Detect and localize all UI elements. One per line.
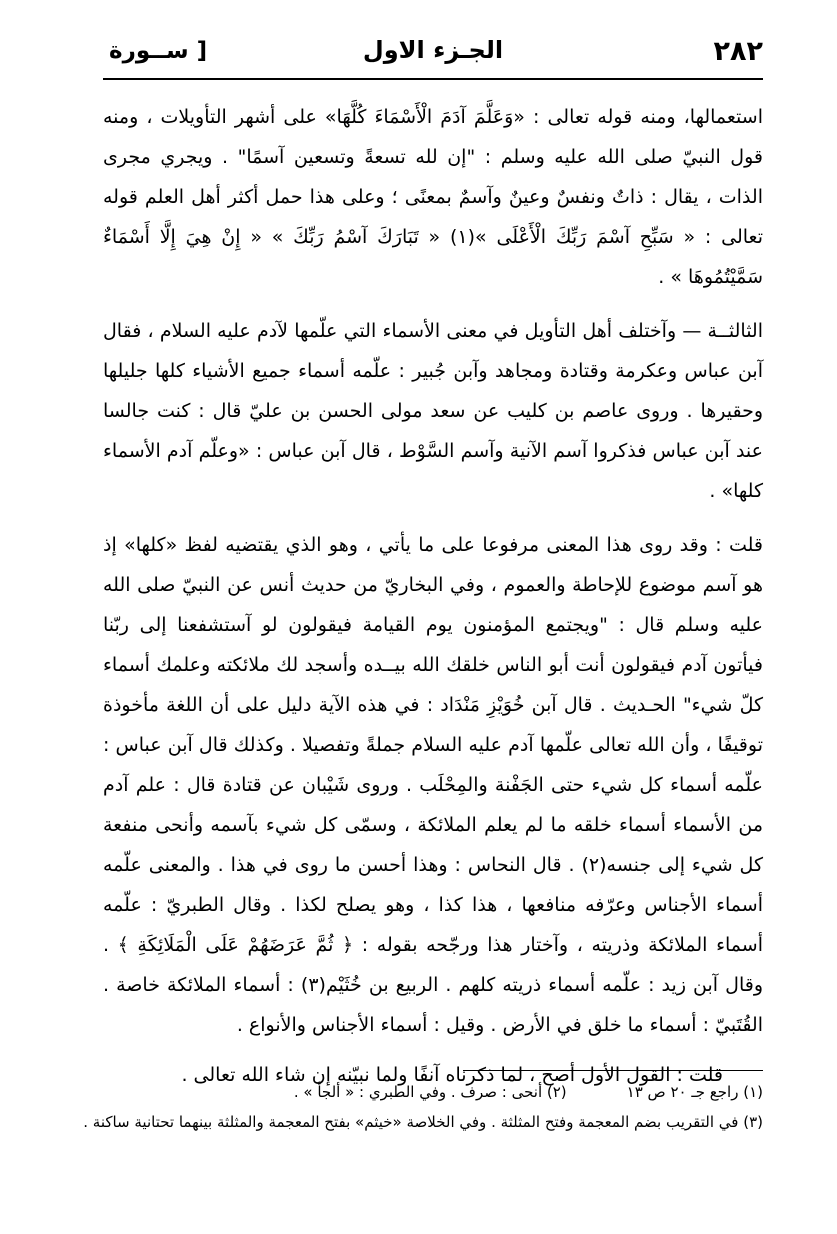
surah-label: [ ســورة [109, 38, 208, 64]
paragraph-closing: قلت : القول الأول أصح ، لما ذكرناه آنفًا ولما نبيّنه إن شاء الله تعالى . [181, 1064, 723, 1086]
paragraph-third-point: الثالثــة — وآختلف أهل التأويل في معنى الأسماء التي علّمها لآدم عليه السلام ، فقال آبن عباس وعكرمة وقتادة ومجاهد وآبن جُبير : علّمه أسماء جميع الأشياء كلها جليلها وحقيرها . وروى عاصم بن كليب عن سعد مولى الحسن بن عليّ قال : كنت جالسا عند آبن عباس فذكروا آسم الآنية وآسم السَّوْط ، قال آبن عباس : «وعلّم آدم الأسماء كلها» . [103, 320, 763, 502]
running-header [103, 28, 763, 80]
footnote-3: (٣) في التقريب بضم المعجمة وفتح المثلثة . وفي الخلاصة «خيثم» بفتح المعجمة والمثلثة بينهما تحتانية ساكنة . [83, 1113, 763, 1131]
main-text [103, 97, 763, 1101]
footnotes [83, 1070, 763, 1137]
footnote-1: (١) راجع جـ ٢٠ ص ١٣ [626, 1083, 763, 1101]
running-title: الجـزء الاول [362, 36, 504, 64]
paragraph-commentary: قلت : وقد روى هذا المعنى مرفوعا على ما يأتي ، وهو الذي يقتضيه لفظ «كلها» إذ هو آسم موضوع للإحاطة والعموم ، وفي البخاريّ من حديث أنس عن النبيّ صلى الله عليه وسلم قال : "ويجتمع المؤمنون يوم القيامة فيقولون لو آستشفعنا إلى ربّنا فيأتون آدم فيقولون أنت أبو الناس خلقك الله بيــده وأسجد لك ملائكته وعلمك أسماء كلّ شيء" الحـديث . قال آبن خُوَيْزِ مَنْدَاد : في هذه الآية دليل على أن اللغة مأخوذة توقيفًا ، وأن الله تعالى علّمها آدم عليه السلام جملةً وتفصيلا . وكذلك قال آبن عباس : علّمه أسماء كل شيء حتى الجَفْنة والمِحْلَب . وروى شَيْبان عن قتادة قال : علم آدم من الأسماء أسماء خلقه ما لم يعلم الملائكة ، وسمّى كل شيء بآسمه وأنحى منفعة كل شيء إلى جنسه(٢) . قال النحاس : وهذا أحسن ما روى في هذا . والمعنى علّمه أسماء الأجناس وعرّفه منافعها ، هذا كذا ، وهو يصلح لكذا . وقال الطبريّ : علّمه أسماء الملائكة وذريته ، وآختار هذا ورجّحه بقوله : ﴿ ثُمَّ عَرَضَهُمْ عَلَى الْمَلَائِكَةِ ﴾ . وقال آبن زيد : علّمه أسماء ذريته كلهم . الربيع بن خُثَيْم(٣) : أسماء الملائكة خاصة . القُتَبيّ : أسماء ما خلق في الأرض . وقيل : أسماء الأجناس والأنواع . [103, 534, 764, 1036]
footnote-2: (٢) أنحى : صرف . وفي الطبري : « ألجأ » . [293, 1083, 567, 1101]
footnote-rule [463, 1070, 763, 1071]
page-number: ٢٨٢ [713, 36, 763, 67]
paragraph-opening: استعمالها، ومنه قوله تعالى : «وَعَلَّمَ آدَمَ الْأَسْمَاءَ كُلَّهَا» على أشهر التأويلات ، ومنه قول النبيّ صلى الله عليه وسلم : "إن لله تسعةً وتسعين آسمًا" . ويجري مجرى الذات ، يقال : ذاتٌ ونفسٌ وعينٌ وآسمٌ بمعنًى ؛ وعلى هذا حمل أكثر أهل العلم قوله تعالى : « سَبِّحِ آسْمَ رَبِّكَ الْأَعْلَى »(١) « تَبَارَكَ آسْمُ رَبِّكَ » « إِنْ هِيَ إِلَّا أَسْمَاءٌ سَمَّيْتُمُوهَا » . [103, 106, 763, 288]
footnote-row [103, 1077, 763, 1107]
header-rule [103, 78, 763, 80]
